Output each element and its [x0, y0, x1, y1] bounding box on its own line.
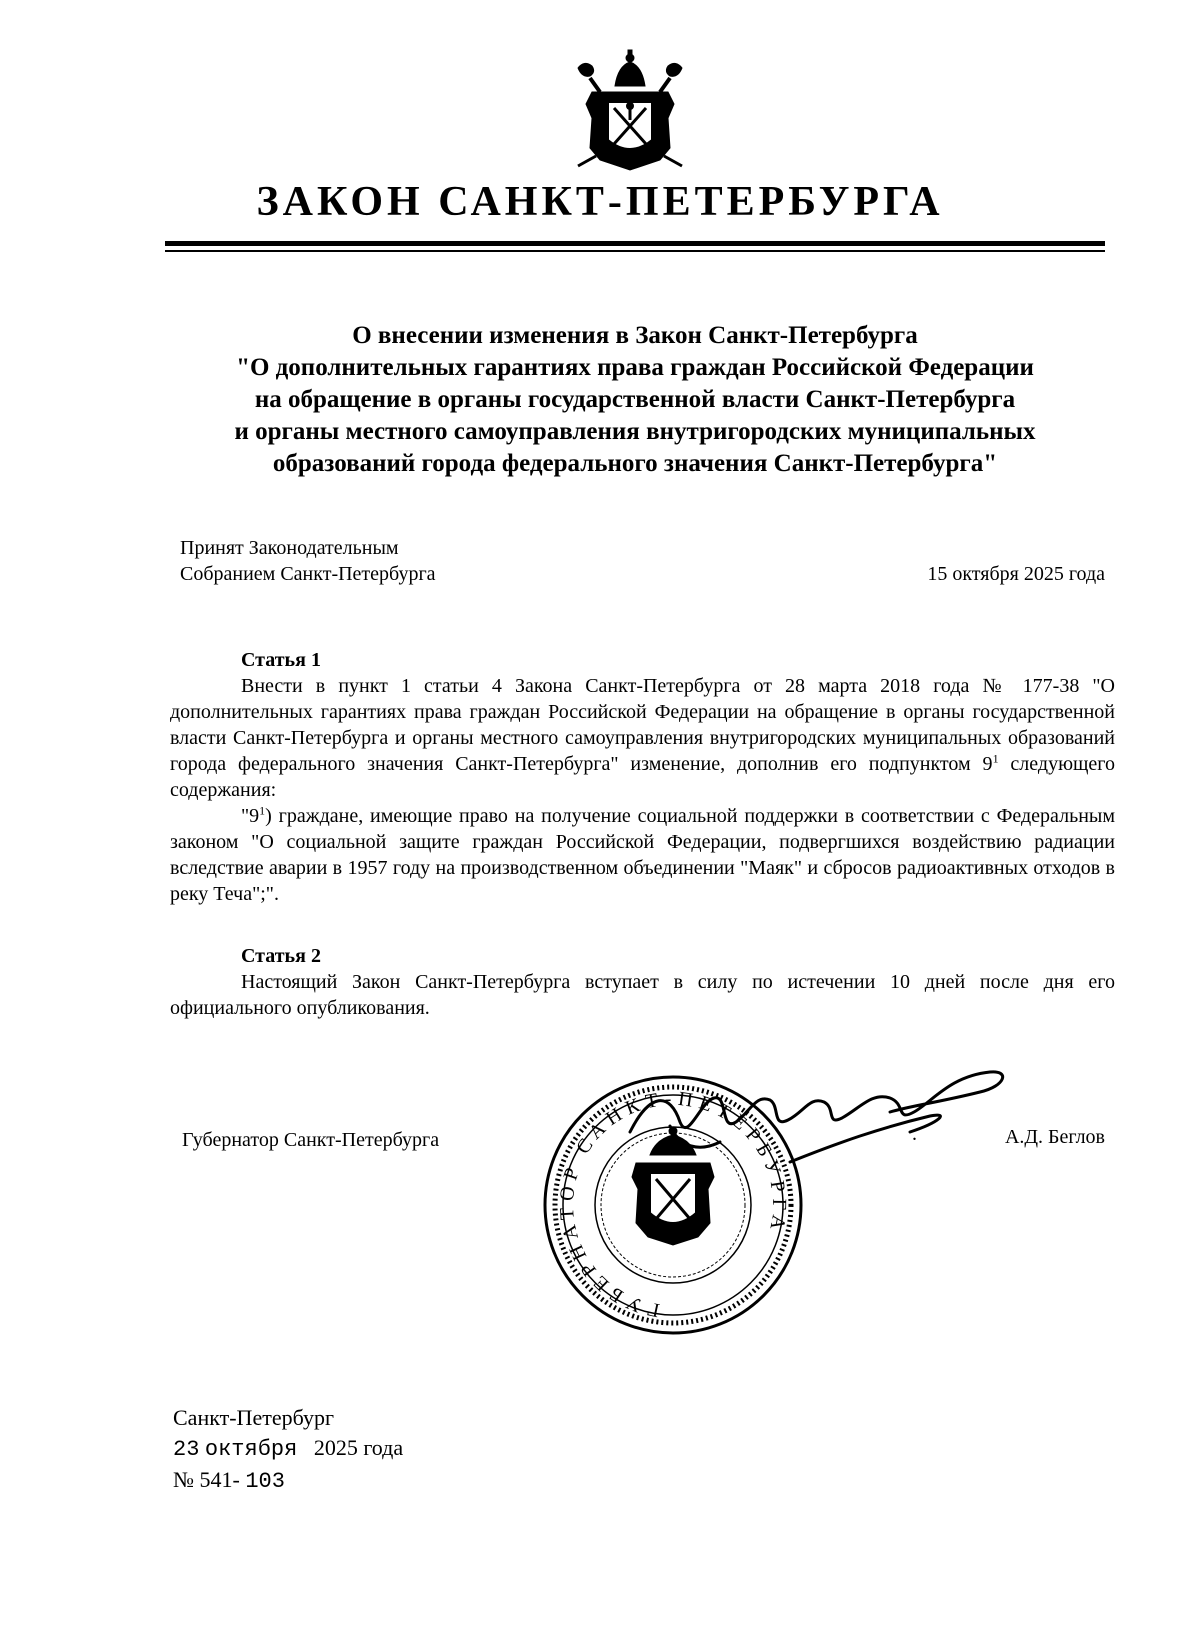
article-2-paragraph: Настоящий Закон Санкт-Петербурга вступает в силу по истечении 10 дней после дня его официального опубликования.	[170, 971, 1115, 1019]
law-heading-line: "О дополнительных гарантиях права граждан Российской Федерации	[236, 354, 1034, 381]
signature	[610, 1062, 1020, 1182]
article-1	[170, 647, 1115, 907]
law-heading-line: О внесении изменения в Закон Санкт-Петербурга	[352, 322, 918, 349]
article-1-title: Статья 1	[241, 649, 321, 671]
adoption-date: 15 октября 2025 года	[927, 563, 1105, 585]
signing-month: октября	[204, 1437, 298, 1462]
law-heading-line: образований города федерального значения Санкт-Петербурга"	[272, 450, 998, 477]
law-number-prefix: № 541-	[173, 1467, 240, 1492]
law-heading-line: и органы местного самоуправления внутригородских муниципальных	[234, 418, 1036, 445]
signing-city: Санкт-Петербург	[173, 1405, 334, 1430]
governor-name: А.Д. Беглов	[1004, 1126, 1105, 1148]
law-heading	[150, 320, 1120, 480]
law-heading-line: на обращение в органы государственной власти Санкт-Петербурга	[254, 386, 1016, 413]
signing-details	[173, 1403, 403, 1497]
signature-dot: .	[912, 1123, 917, 1145]
signing-year: 2025 года	[313, 1435, 404, 1460]
coat-of-arms-emblem	[570, 48, 690, 176]
article-2	[170, 943, 1115, 1021]
article-1-paragraph-2: "$9^1$) граждане, имеющие право на получение социальной поддержки в соответствии с Федеральным законом "О социальной защите граждан Российской Федерации, подвергшихся воздействию радиации вследствие аварии в 1957 году на производственном объединении "Маяк" и сбросов радиоактивных отходов в реку Теча";".	[170, 803, 1115, 905]
seal-text: ГУБЕРНАТОР САНКТ-ПЕТЕРБУРГА	[555, 1087, 791, 1322]
governor-position: Губернатор Санкт-Петербурга	[182, 1129, 440, 1151]
title-rule-thin	[165, 250, 1105, 252]
article-1-paragraph-1: Внести в пункт 1 статьи 4 Закона Санкт-Петербурга от 28 марта 2018 года № 177-38 "О дополнительных гарантиях права граждан Российской Федерации на обращение в органы государственной власти Санкт-Петербурга и органы местного самоуправления внутригородских муниципальных образований города федерального значения Санкт-Петербурга" изменение, дополнив его подпунктом $9^1$ следующего содержания:	[170, 675, 1115, 801]
signing-day: 23	[173, 1437, 200, 1462]
law-number: 103	[245, 1469, 285, 1494]
adoption-line-2: Собранием Санкт-Петербурга	[180, 563, 436, 585]
article-2-title: Статья 2	[241, 945, 321, 967]
adoption-line-1: Принят Законодательным	[180, 537, 399, 559]
document-title: ЗАКОН САНКТ-ПЕТЕРБУРГА	[256, 179, 944, 225]
title-rule-thick	[165, 241, 1105, 246]
adoption-body	[180, 535, 436, 587]
